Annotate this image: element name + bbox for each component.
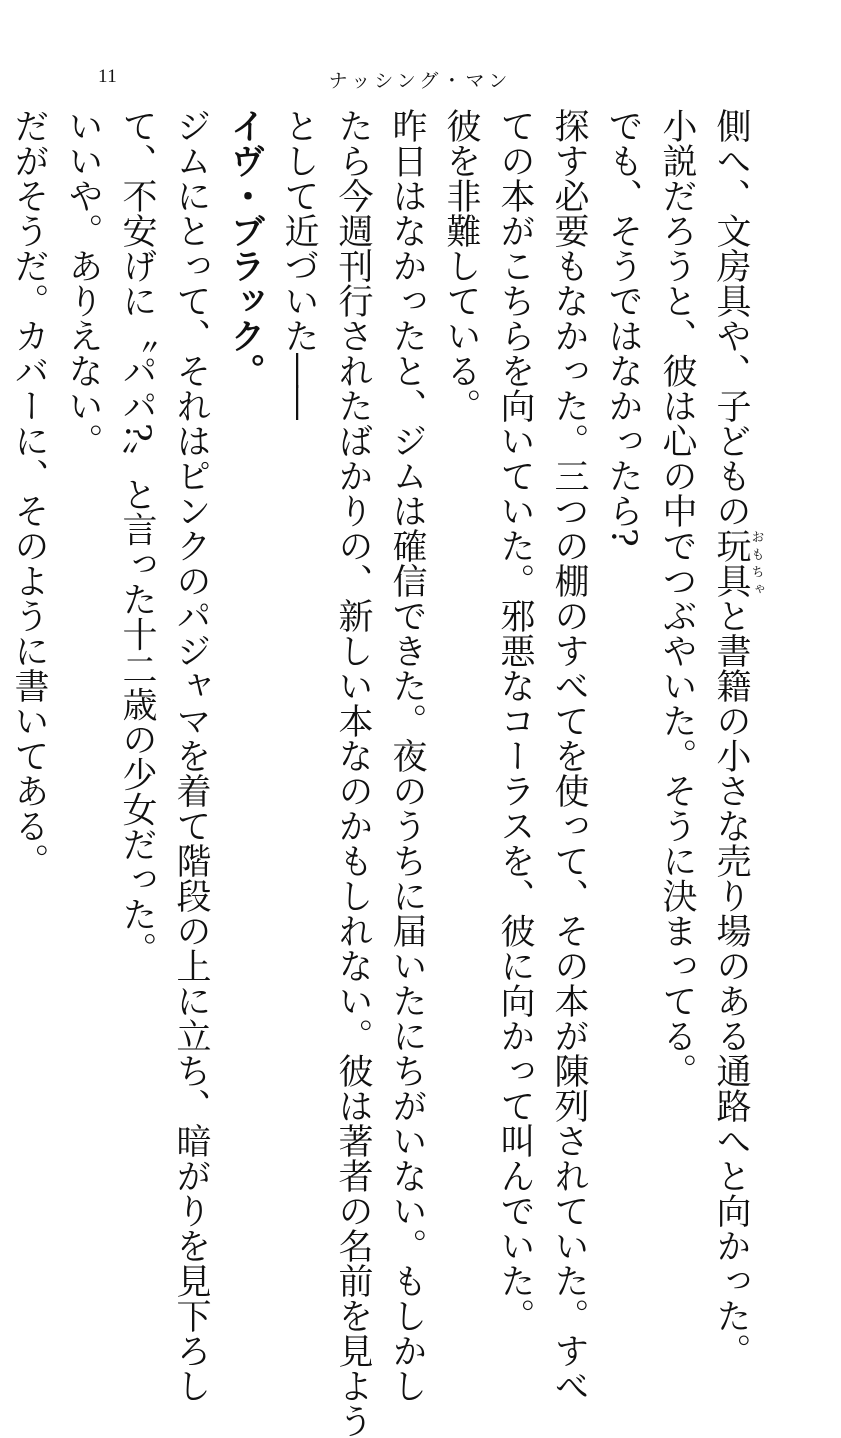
text-line-10: イヴ・ブラック。 [225, 108, 266, 388]
page-number: 11 [98, 66, 118, 87]
text-line-15 [0, 108, 2, 1148]
ruby-reading: おもちゃ [748, 528, 764, 598]
em-dash: ―― [279, 353, 319, 417]
text-line-14: だがそうだ。カバーに、そのように書いてある。 [9, 108, 49, 878]
text-line-12: て、不安げに〝パパ?〟と言った十二歳の少女だった。 [117, 108, 157, 967]
text-line-4: 探す必要もなかった。三つの棚のすべてを使って、その本が陳列されていた。すべ [549, 108, 589, 1403]
text-line-13: いいや。ありえない。 [63, 108, 103, 458]
body-text [0, 108, 764, 1438]
text-line-11: ジムにとって、それはピンクのパジャマを着て階段の上に立ち、暗がりを見下ろし [171, 108, 211, 1403]
text-line-3: でも、そうではなかったら? [603, 108, 643, 547]
text-line-9: として近づいた―― [279, 108, 319, 417]
text-line-2: 小説だろうと、彼は心の中でつぶやいた。そうに決まってる。 [657, 108, 697, 1088]
running-title: ナッシング・マン [328, 70, 512, 92]
text-line-7: 昨日はなかったと、ジムは確信できた。夜のうちに届いたにちがいない。もしかし [387, 108, 427, 1403]
text-line-8: たら今週刊行されたばかりの、新しい本なのかもしれない。彼は著者の名前を見よう [333, 108, 373, 1438]
text-line-1: 側へ、文房具や、子どもの玩具おもちゃと書籍の小さな売り場のある通路へと向かった。 [711, 108, 764, 1368]
text-line-5: ての本がこちらを向いていた。邪悪なコーラスを、彼に向かって叫んでいた。 [495, 108, 535, 1333]
ruby-word: 玩具おもちゃ [711, 528, 764, 598]
text-line-6: 彼を非難している。 [441, 108, 481, 423]
